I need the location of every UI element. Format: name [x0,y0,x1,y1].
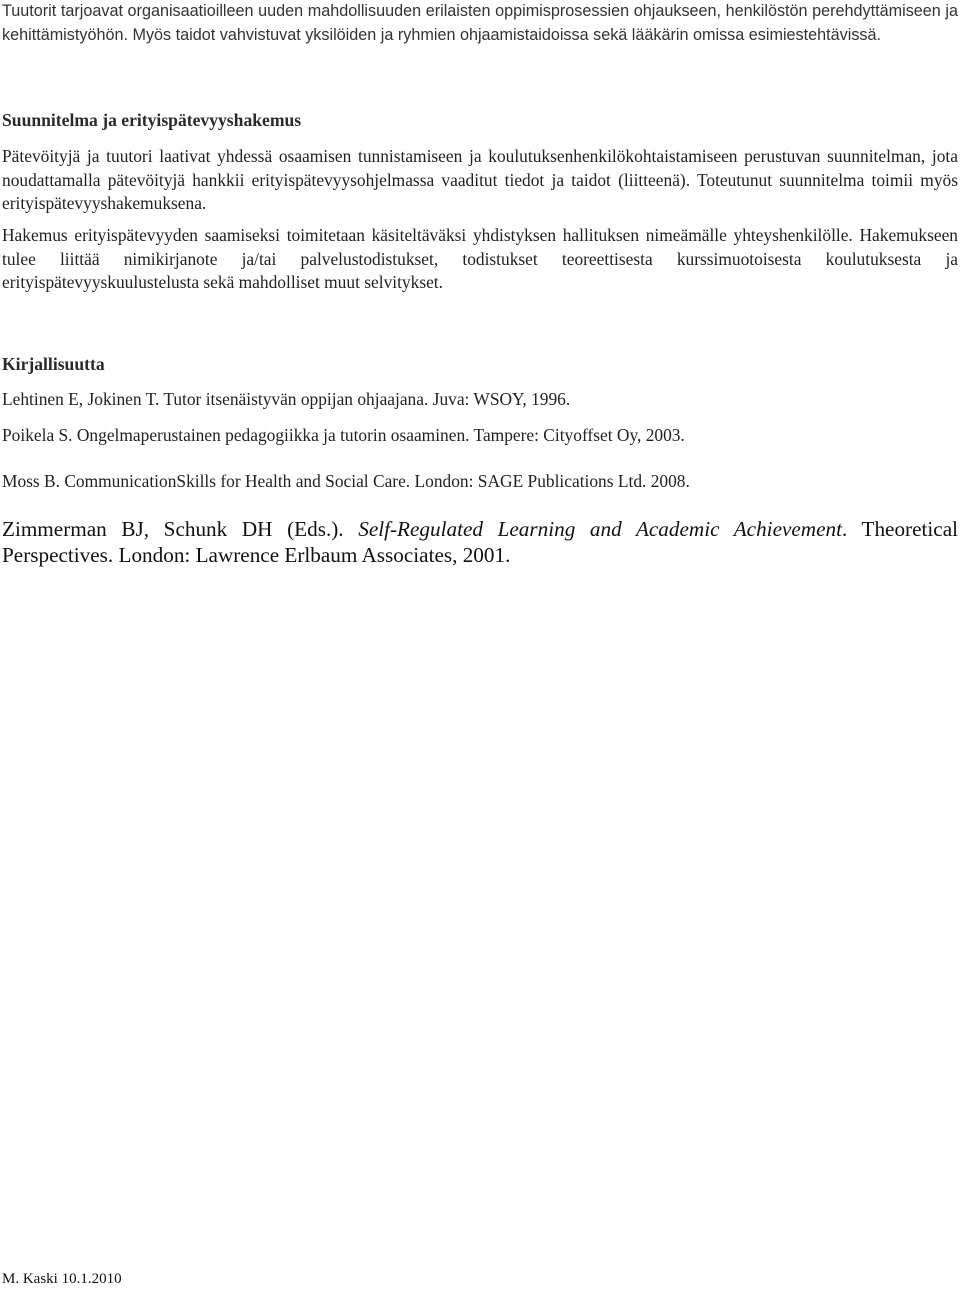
reference-item-4 [2,516,958,568]
reference-item-3: Moss B. CommunicationSkills for Health and Social Care. London: SAGE Publications Ltd. 2008. [2,471,690,491]
reference-item-1: Lehtinen E, Jokinen T. Tutor itsenäistyvän oppijan ohjaajana. Juva: WSOY, 1996. [2,389,571,409]
intro-paragraph: Tuutorit tarjoavat organisaatioilleen uuden mahdollisuuden erilaisten oppimisprosessien ohjaukseen, henkilöstön perehdyttämiseen ja kehittämistyöhön. Myös taidot vahvistuvat yksilöiden ja ryhmien ohjaamistaidoissa sekä lääkärin omissa esimiestehtävissä. [2,2,958,44]
plan-paragraph-1: Pätevöityjä ja tuutori laativat yhdessä osaamisen tunnistamiseen ja koulutuksenhenkilökohtaistamiseen perustuvan suunnitelman, jota noudattamalla pätevöityjä hankkii erityispätevyysohjelmassa vaaditut tiedot ja taidot (liitteenä). Toteutunut suunnitelma toimii myös erityispätevyyshakemuksena. [2,146,958,213]
reference-4-authors: Zimmerman BJ, Schunk DH (Eds.). [2,517,359,541]
reference-item-2: Poikela S. Ongelmaperustainen pedagogiikka ja tutorin osaaminen. Tampere: Cityoffset Oy, 2003. [2,425,685,445]
reference-4-title: Self-Regulated Learning and Academic Achievement [358,517,842,541]
section-heading-plan: Suunnitelma ja erityispätevyyshakemus [2,110,302,130]
plan-paragraph-2: Hakemus erityispätevyyden saamiseksi toimitetaan käsiteltäväksi yhdistyksen hallituksen nimeämälle yhteyshenkilölle. Hakemukseen tulee liittää nimikirjanote ja/tai palvelustodistukset, todistukset teoreettisesta kurssimuotoisesta koulutuksesta ja erityispätevyyskuulustelusta sekä mahdolliset muut selvitykset. [2,225,958,292]
footer-author-date: M. Kaski 10.1.2010 [2,1271,122,1287]
section-heading-literature: Kirjallisuutta [2,354,105,374]
reference-4-rest: . Theoretical Perspectives. London: Lawrence Erlbaum Associates, 2001. [2,517,958,567]
